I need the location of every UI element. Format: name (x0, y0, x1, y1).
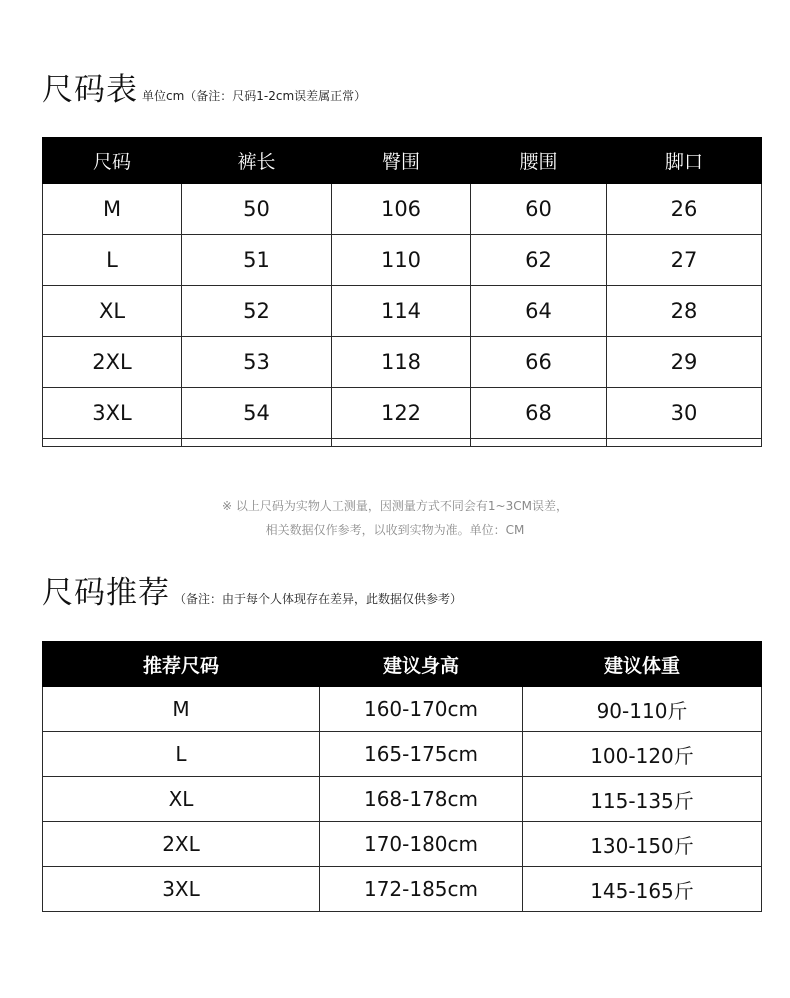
size-header-hip: 臀围 (332, 138, 471, 184)
recommend-subtitle: （备注：由于每个人体现存在差异，此数据仅供参考） (174, 592, 463, 606)
table-cell: L (43, 235, 182, 286)
measurement-note-line-2: 相关数据仅作参考，以收到实物为准。单位：CM (265, 523, 525, 537)
table-row (43, 687, 762, 732)
table-cell: 168-178cm (320, 777, 523, 822)
size-chart-header-row (43, 138, 762, 184)
recommend-header-height: 建议身高 (320, 642, 523, 687)
size-header-leg-opening: 脚口 (607, 138, 762, 184)
size-chart-subtitle: 单位cm（备注：尺码1-2cm误差属正常） (142, 89, 367, 103)
recommend-header-weight: 建议体重 (523, 642, 762, 687)
table-cell: 51 (182, 235, 332, 286)
table-filler-row (43, 439, 762, 447)
size-chart-title: 尺码表 (42, 72, 138, 108)
table-cell: 66 (471, 337, 607, 388)
table-cell: 130-150斤 (523, 822, 762, 867)
recommend-header-row (43, 642, 762, 687)
recommend-table (42, 641, 762, 912)
table-cell (471, 439, 607, 447)
size-header-waist: 腰围 (471, 138, 607, 184)
table-cell: L (43, 732, 320, 777)
table-cell: 3XL (43, 867, 320, 912)
size-chart-heading (42, 64, 366, 109)
table-cell: M (43, 687, 320, 732)
table-cell: 53 (182, 337, 332, 388)
table-cell: 118 (332, 337, 471, 388)
size-header-size: 尺码 (43, 138, 182, 184)
table-cell: 27 (607, 235, 762, 286)
measurement-note-line-1: ※ 以上尺码为实物人工测量，因测量方式不同会有1~3CM误差， (222, 499, 568, 513)
table-cell: XL (43, 777, 320, 822)
table-row (43, 184, 762, 235)
table-cell: 2XL (43, 822, 320, 867)
table-row (43, 388, 762, 439)
recommend-header-size: 推荐尺码 (43, 642, 320, 687)
table-cell: 106 (332, 184, 471, 235)
table-cell: 30 (607, 388, 762, 439)
table-cell: 54 (182, 388, 332, 439)
table-cell: 29 (607, 337, 762, 388)
table-cell: 28 (607, 286, 762, 337)
table-cell: 64 (471, 286, 607, 337)
table-cell: M (43, 184, 182, 235)
table-cell: 60 (471, 184, 607, 235)
table-cell (332, 439, 471, 447)
table-cell: 145-165斤 (523, 867, 762, 912)
size-header-length: 裤长 (182, 138, 332, 184)
size-chart-table (42, 137, 762, 447)
table-row (43, 732, 762, 777)
table-row (43, 867, 762, 912)
table-cell (182, 439, 332, 447)
table-cell: 110 (332, 235, 471, 286)
table-cell: 52 (182, 286, 332, 337)
table-row (43, 777, 762, 822)
table-cell: 26 (607, 184, 762, 235)
table-row (43, 235, 762, 286)
table-cell: 172-185cm (320, 867, 523, 912)
table-cell: 68 (471, 388, 607, 439)
table-cell (607, 439, 762, 447)
recommend-heading (42, 567, 462, 612)
table-cell: 170-180cm (320, 822, 523, 867)
table-row (43, 286, 762, 337)
table-cell: 90-110斤 (523, 687, 762, 732)
table-cell: 165-175cm (320, 732, 523, 777)
table-cell: 115-135斤 (523, 777, 762, 822)
table-cell: 114 (332, 286, 471, 337)
table-cell: 62 (471, 235, 607, 286)
recommend-title: 尺码推荐 (42, 575, 170, 611)
table-row (43, 337, 762, 388)
table-cell: 2XL (43, 337, 182, 388)
table-cell: 160-170cm (320, 687, 523, 732)
table-row (43, 822, 762, 867)
table-cell: XL (43, 286, 182, 337)
table-cell: 122 (332, 388, 471, 439)
table-cell (43, 439, 182, 447)
table-cell: 50 (182, 184, 332, 235)
table-cell: 3XL (43, 388, 182, 439)
table-cell: 100-120斤 (523, 732, 762, 777)
